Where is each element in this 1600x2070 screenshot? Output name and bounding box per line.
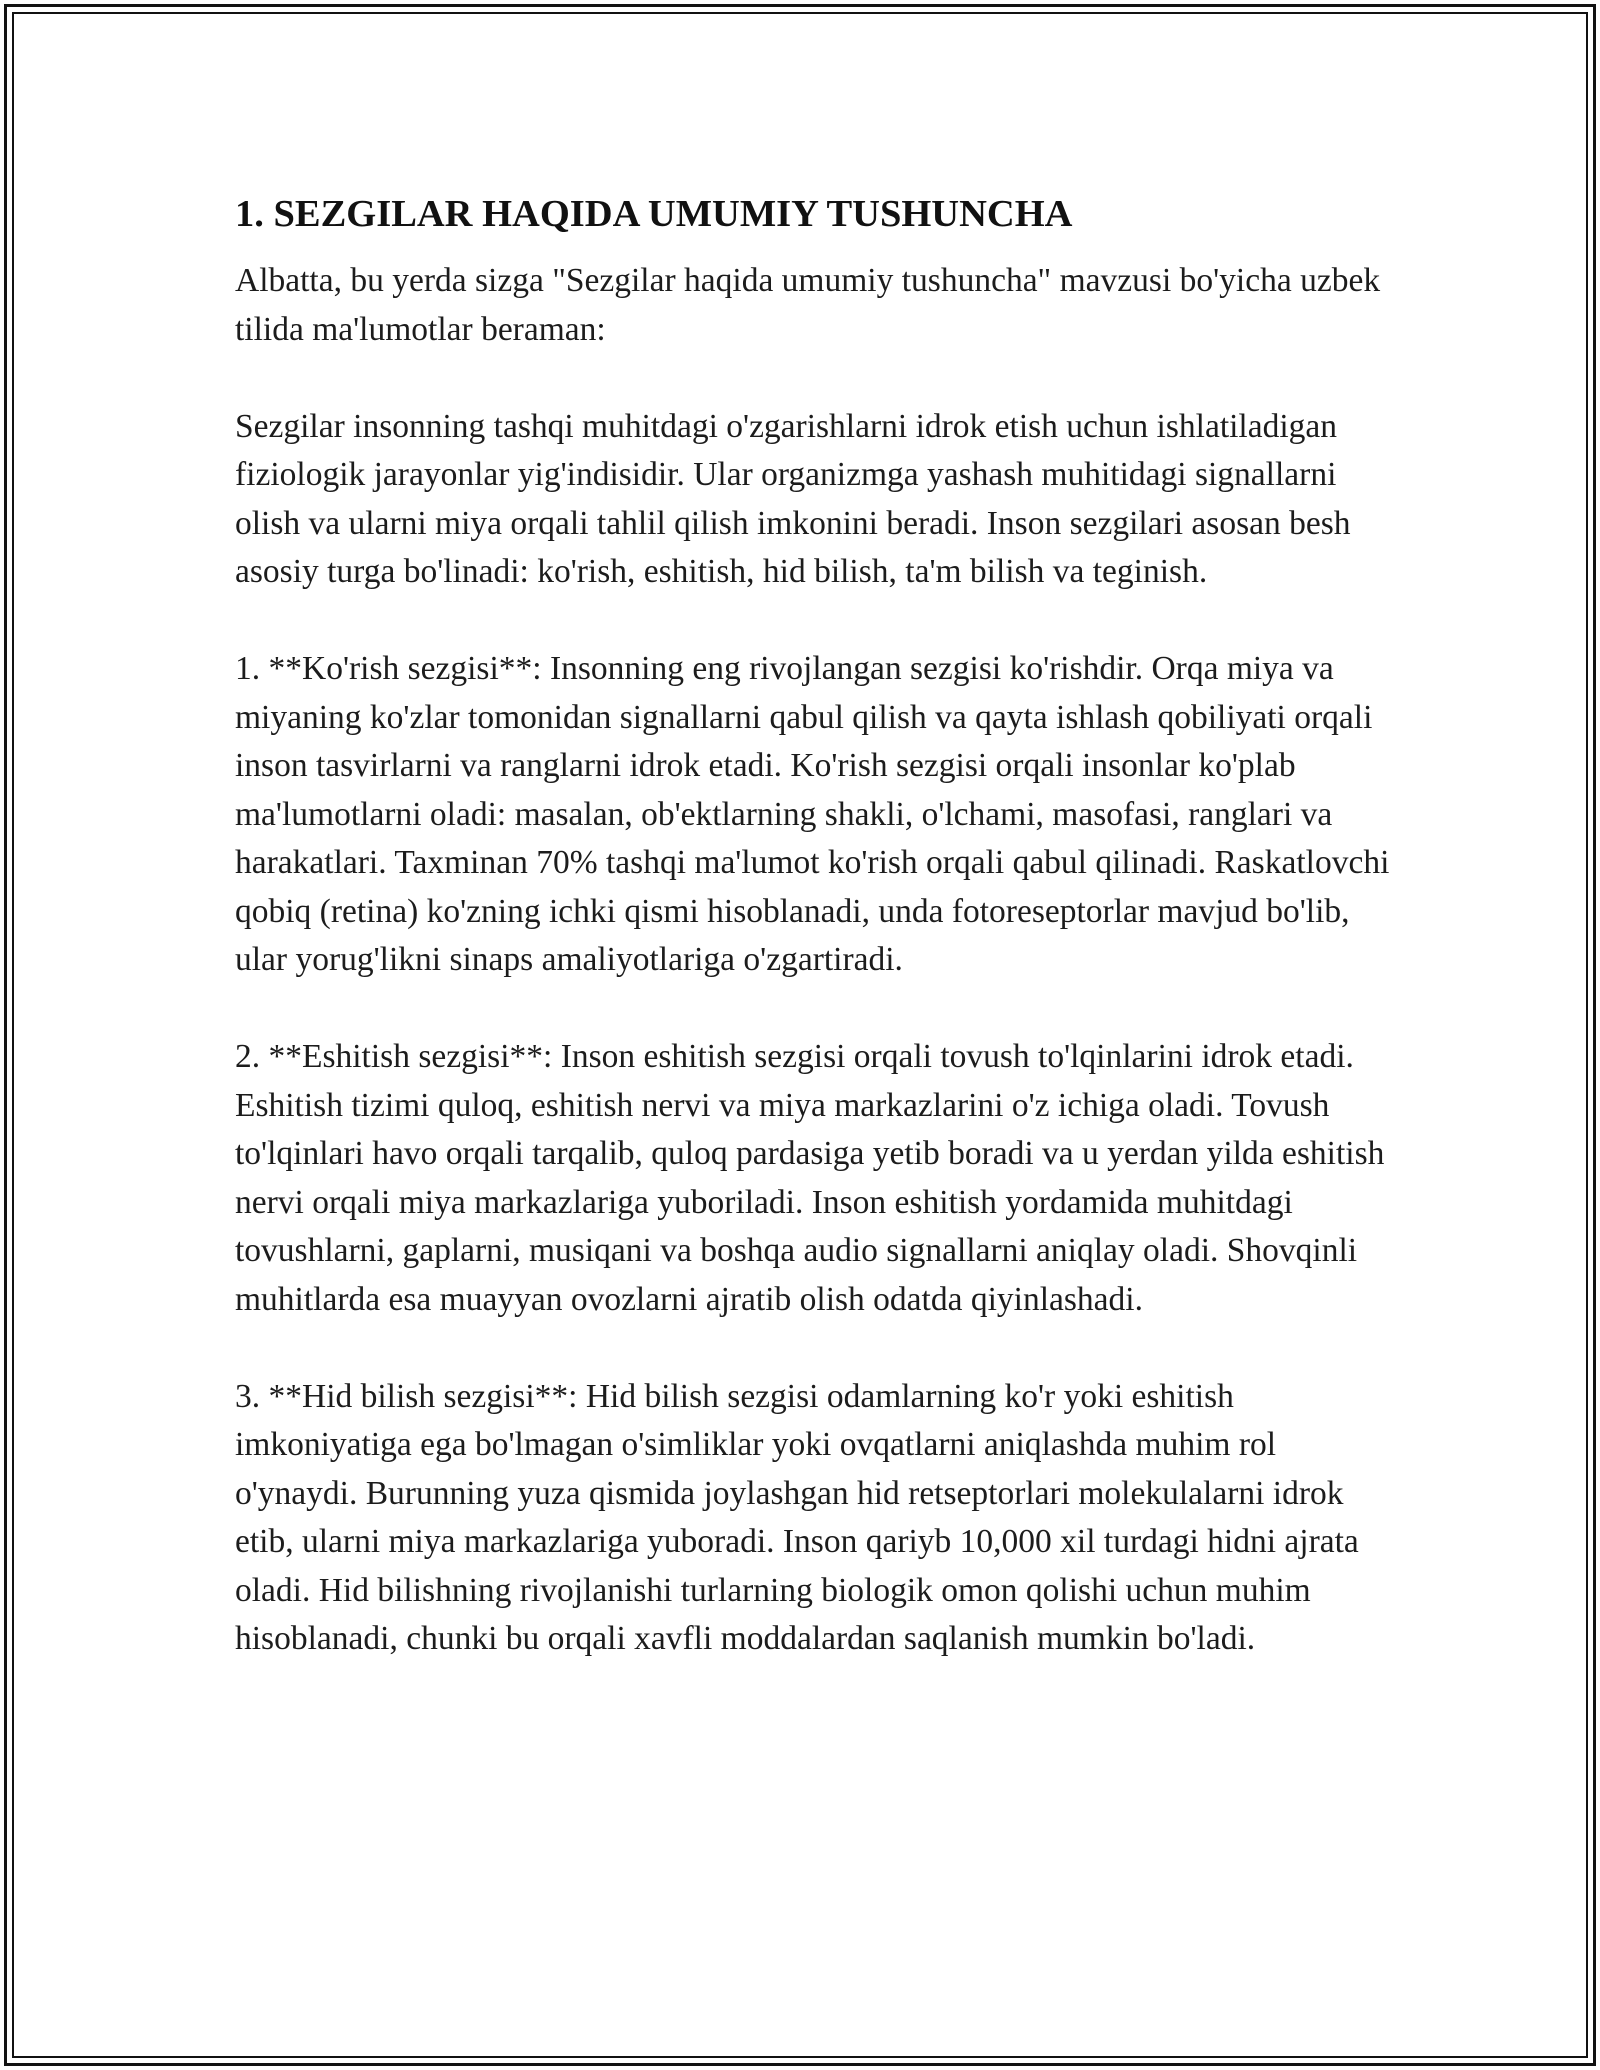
smell-sense-paragraph: 3. **Hid bilish sezgisi**: Hid bilish sezgisi odamlarning ko'r yoki eshitish imkoniyatiga ega bo'lmagan o'simliklar yoki ovqatlarni aniqlashda muhim rol o'ynaydi. Burunning yuza qismida joylashgan hid retseptorlari molekulalarni idrok etib, ularni miya markazlariga yuboradi. Inson qariyb 10,000 xil turdagi hidni ajrata oladi. Hid bilishning rivojlanishi turlarning biologik omon qolishi uchun muhim hisoblanadi, chunki bu orqali xavfli moddalardan saqlanish mumkin bo'ladi. xyxy=(235,1377,1359,1658)
hearing-sense-paragraph: 2. **Eshitish sezgisi**: Inson eshitish sezgisi orqali tovush to'lqinlarini idrok etadi. Eshitish tizimi quloq, eshitish nervi va miya markazlarini o'z ichiga oladi. Tovush to'lqinlari havo orqali tarqalib, quloq pardasiga yetib boradi va u yerdan yilda eshitish nervi orqali miya markazlariga yuboriladi. Inson eshitish yordamida muhitdagi tovushlarni, gaplarni, musiqani va boshqa audio signallarni aniqlay oladi. Shovqinli muhitlarda esa muayyan ovozlarni ajratib olish odatda qiyinlashadi. xyxy=(235,1038,1385,1318)
intro-paragraph: Albatta, bu yerda sizga "Sezgilar haqida umumiy tushuncha" mavzusi bo'yicha uzbek tilida ma'lumotlar beraman: xyxy=(235,262,1381,348)
vision-sense-paragraph: 1. **Ko'rish sezgisi**: Insonning eng rivojlangan sezgisi ko'rishdir. Orqa miya va miyaning ko'zlar tomonidan signallarni qabul qilish va qayta ishlash qobiliyati orqali inson tasvirlarni va ranglarni idrok etadi. Ko'rish sezgisi orqali insonlar ko'plab ma'lumotlarni oladi: masalan, ob'ektlarning shakli, o'lchami, masofasi, ranglari va harakatlari. Taxminan 70% tashqi ma'lumot ko'rish orqali qabul qilinadi. Raskatlovchi qobiq (retina) ko'zning ichki qismi hisoblanadi, unda fotoreseptorlar mavjud bo'lib, ular yorug'likni sinaps amaliyotlariga o'zgartiradi. xyxy=(235,650,1390,979)
document-body xyxy=(235,180,1395,1664)
document-title: 1. SEZGILAR HAQIDA UMUMIY TUSHUNCHA xyxy=(235,193,1073,235)
overview-paragraph: Sezgilar insonning tashqi muhitdagi o'zgarishlarni idrok etish uchun ishlatiladigan fiziologik jarayonlar yig'indisidir. Ular organizmga yashash muhitidagi signallarni olish va ularni miya orqali tahlil qilish imkonini beradi. Inson sezgilari asosan besh asosiy turga bo'linadi: ko'rish, eshitish, hid bilish, ta'm bilish va teginish. xyxy=(235,407,1351,591)
